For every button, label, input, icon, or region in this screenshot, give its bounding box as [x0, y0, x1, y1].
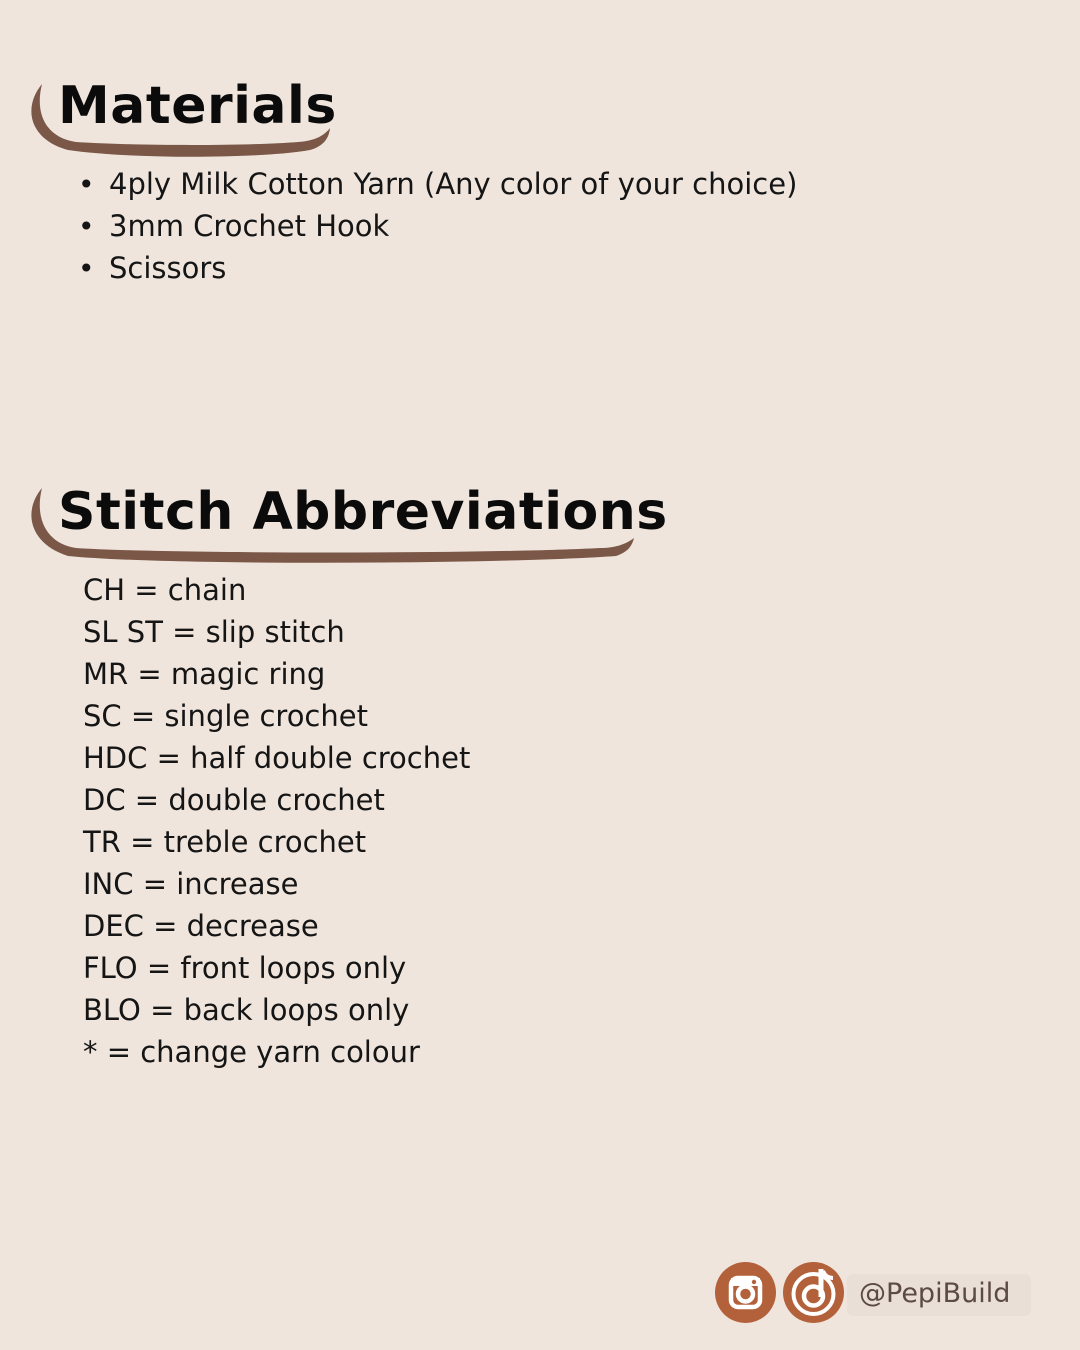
list-item: BLO = back loops only: [83, 993, 410, 1027]
bullet-icon: •: [78, 210, 95, 243]
social-handle: @PepiBuild: [859, 1278, 1011, 1309]
list-item: SC = single crochet: [83, 699, 368, 733]
list-item: • 3mm Crochet Hook: [78, 205, 797, 247]
materials-list: [78, 163, 797, 289]
social-footer: [715, 1262, 1035, 1324]
abbreviations-title: Stitch Abbreviations: [58, 482, 668, 542]
list-item: FLO = front loops only: [83, 951, 407, 985]
list-item: CH = chain: [83, 573, 247, 607]
social-handle-box[interactable]: [847, 1274, 1031, 1316]
abbreviations-heading: [28, 478, 668, 568]
list-item: DC = double crochet: [83, 783, 385, 817]
list-item: • Scissors: [78, 247, 797, 289]
list-item: HDC = half double crochet: [83, 741, 471, 775]
list-item: MR = magic ring: [83, 657, 326, 691]
list-item: * = change yarn colour: [83, 1035, 420, 1069]
list-item: DEC = decrease: [83, 909, 319, 943]
materials-title: Materials: [58, 76, 337, 136]
instagram-icon[interactable]: [715, 1262, 776, 1323]
list-item: SL ST = slip stitch: [83, 615, 345, 649]
bullet-icon: •: [78, 252, 95, 285]
tiktok-icon[interactable]: [783, 1262, 844, 1323]
bullet-icon: •: [78, 168, 95, 201]
list-item: • 4ply Milk Cotton Yarn (Any color of your choice): [78, 163, 797, 205]
list-item: TR = treble crochet: [83, 825, 367, 859]
materials-heading: [28, 74, 338, 164]
list-item: INC = increase: [83, 867, 299, 901]
abbreviations-list: [83, 569, 470, 1073]
